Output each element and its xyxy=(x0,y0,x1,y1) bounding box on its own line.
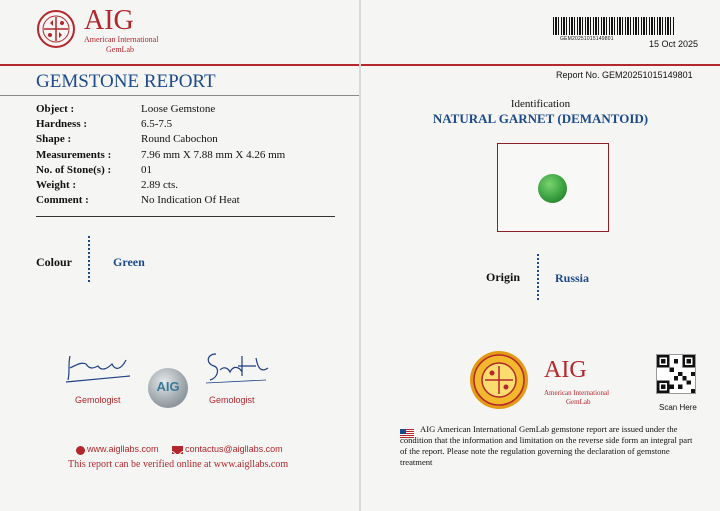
seal-text: AIG xyxy=(156,379,180,394)
field-key: Comment : xyxy=(36,194,89,206)
right-brand-sub1: American International xyxy=(544,389,610,397)
field-key: Shape : xyxy=(36,133,72,145)
field-value: No Indication Of Heat xyxy=(141,194,240,206)
field-value: 01 xyxy=(141,164,152,176)
disclaimer-text: AIG American International GemLab gemstone report are issued under the condition that the information and limitation on the reverse side form an integral part of the report. Please note the regulation governing the declaration of gemstone treatment xyxy=(400,424,693,467)
scan-here-label: Scan Here xyxy=(659,403,697,412)
gemologist-left-label: Gemologist xyxy=(75,395,121,405)
field-value: 2.89 cts. xyxy=(141,179,178,191)
aig-logo-icon xyxy=(36,9,76,49)
report-date: 15 Oct 2025 xyxy=(649,39,699,49)
email-link[interactable]: contactus@aigllabs.com xyxy=(185,444,283,454)
identification-label: Identification xyxy=(510,98,571,110)
origin-value: Russia xyxy=(555,271,590,285)
brand-subtitle-line2: GemLab xyxy=(106,45,134,54)
aig-hologram-seal xyxy=(148,368,188,408)
colour-value: Green xyxy=(113,255,145,269)
field-key: Measurements : xyxy=(36,149,112,161)
field-key: No. of Stone(s) : xyxy=(36,164,112,176)
field-value: Loose Gemstone xyxy=(141,103,216,115)
title-rule xyxy=(0,95,359,96)
field-value: Round Cabochon xyxy=(141,133,218,145)
gold-seal-icon xyxy=(469,350,529,410)
gemologist-right-label: Gemologist xyxy=(209,395,255,405)
right-brand-name: AIG xyxy=(544,357,587,383)
signature-left xyxy=(64,350,134,386)
brand-subtitle-line1: American International xyxy=(84,35,159,44)
qr-code-icon[interactable] xyxy=(656,354,696,394)
right-red-rule xyxy=(361,64,720,66)
barcode-text: GEM20251015149801 xyxy=(560,36,614,42)
field-value: 6.5-7.5 xyxy=(141,118,173,130)
colour-dots xyxy=(88,236,90,282)
colour-label: Colour xyxy=(36,255,72,269)
field-key: Object : xyxy=(36,103,75,115)
origin-label: Origin xyxy=(486,270,521,284)
verify-note: This report can be verified online at www.aigllabs.com xyxy=(68,459,289,470)
origin-dots xyxy=(537,254,539,300)
field-key: Hardness : xyxy=(36,118,88,130)
globe-icon xyxy=(76,446,85,455)
report-number: Report No. GEM20251015149801 xyxy=(556,70,693,80)
mail-icon xyxy=(172,446,183,454)
barcode-icon xyxy=(553,17,674,35)
fields-divider xyxy=(36,216,335,217)
brand-name: AIG xyxy=(84,5,134,36)
report-title: GEMSTONE REPORT xyxy=(36,71,216,92)
signature-right xyxy=(202,350,272,386)
identification-value: NATURAL GARNET (DEMANTOID) xyxy=(432,111,649,126)
gem-image xyxy=(538,174,567,203)
field-key: Weight : xyxy=(36,179,77,191)
right-brand-sub2: GemLab xyxy=(566,398,591,406)
fold-line xyxy=(359,0,361,511)
field-value: 7.96 mm X 7.88 mm X 4.26 mm xyxy=(141,149,286,161)
website-link[interactable]: www.aigllabs.com xyxy=(87,444,159,454)
left-red-rule xyxy=(0,64,359,66)
gem-photo-frame xyxy=(497,143,609,232)
